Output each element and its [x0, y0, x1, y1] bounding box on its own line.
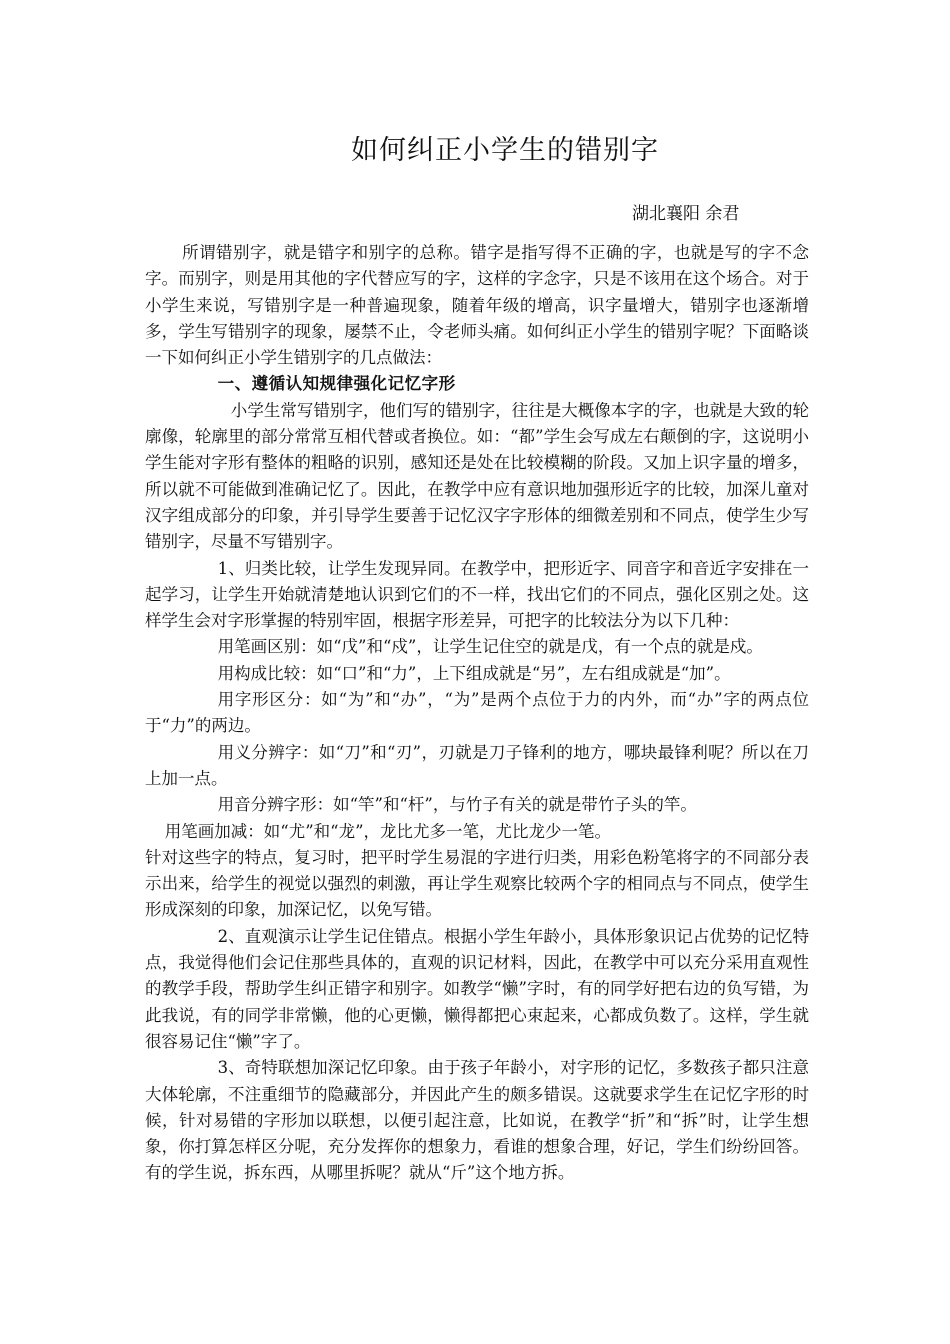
paragraph: 用字形区分：如“为”和“办”，“为”是两个点位于力的内外，而“办”字的两点位于“力”的两边。: [145, 690, 809, 736]
paragraph: 针对这些字的特点，复习时，把平时学生易混的字进行归类，用彩色粉笔将字的不同部分表示出来，给学生的视觉以强烈的刺激，再让学生观察比较两个字的相同点与不同点，使学生形成深刻的印象，加深记忆，以免写错。: [145, 847, 809, 920]
document-body: [145, 240, 809, 1187]
paragraph: 用笔画区别：如“戊”和“戍”，让学生记住空的就是戊，有一个点的就是戍。: [217, 637, 763, 657]
paragraph: 1、归类比较，让学生发现异同。在教学中，把形近字、同音字和音近字安排在一起学习，让学生开始就清楚地认识到它们的不一样，找出它们的不同点，强化区别之处。这样学生会对字形掌握的特别牢固，根据字形差异，可把字的比较法分为以下几种：: [145, 558, 809, 631]
paragraph: 用构成比较：如“口”和“力”，上下组成就是“另”，左右组成就是“加”。: [217, 663, 731, 683]
paragraph: 用笔画加减：如“尤”和“龙”，龙比尤多一笔，尤比龙少一笔。: [164, 821, 612, 841]
paragraph: 小学生常写错别字，他们写的错别字，往往是大概像本字的字，也就是大致的轮廓像，轮廓里的部分常常互相代替或者换位。如：“都”学生会写成左右颠倒的字，这说明小学生能对字形有整体的粗略的识别，感知还是处在比较模糊的阶段。又加上识字量的增多，所以就不可能做到准确记忆了。因此，在教学中应有意识地加强形近字的比较，加深儿童对汉字组成部分的印象，并引导学生要善于记忆汉字字形体的细微差别和不同点，使学生少写错别字，尽量不写错别字。: [145, 400, 809, 552]
section-heading: 一、遵循认知规律强化记忆字形: [217, 374, 456, 394]
paragraph-intro: 所谓错别字，就是错字和别字的总称。错字是指写得不正确的字，也就是写的字不念字。而别字，则是用其他的字代替应写的字，这样的字念字，只是不该用在这个场合。对于小学生来说，写错别字是一种普遍现象，随着年级的增高，识字量增大，错别字也逐渐增多，学生写错别字的现象，屡禁不止，令老师头痛。如何纠正小学生的错别字呢？下面略谈一下如何纠正小学生错别字的几点做法：: [145, 243, 809, 368]
author-byline: 湖北襄阳 余君: [632, 204, 740, 224]
paragraph: 2、直观演示让学生记住错点。根据小学生年龄小，具体形象识记占优势的记忆特点，我觉得他们会记住那些具体的，直观的识记材料，因此，在教学中可以充分采用直观性的教学手段，帮助学生纠正错字和别字。如教学“懒”字时，有的同学好把右边的负写错，为此我说，有的同学非常懒，他的心更懒，懒得都把心束起来，心都成负数了。这样，学生就很容易记住“懒”字了。: [145, 926, 809, 1051]
paragraph: 3、奇特联想加深记忆印象。由于孩子年龄小，对字形的记忆，多数孩子都只注意大体轮廓，不注重细节的隐藏部分，并因此产生的颇多错误。这就要求学生在记忆字形的时候，针对易错的字形加以联想，以便引起注意，比如说，在教学“折”和“拆”时，让学生想象，你打算怎样区分呢，充分发挥你的想象力，看谁的想象合理，好记，学生们纷纷回答。有的学生说，拆东西，从哪里拆呢？就从“斤”这个地方拆。: [145, 1058, 809, 1183]
paragraph: 用义分辨字：如“刀”和“刃”，刃就是刀子锋利的地方，哪块最锋利呢？所以在刀上加一点。: [145, 742, 809, 788]
document-title: 如何纠正小学生的错别字: [351, 135, 659, 166]
paragraph: 用音分辨字形：如“竿”和“杆”，与竹子有关的就是带竹子头的竿。: [217, 795, 697, 815]
